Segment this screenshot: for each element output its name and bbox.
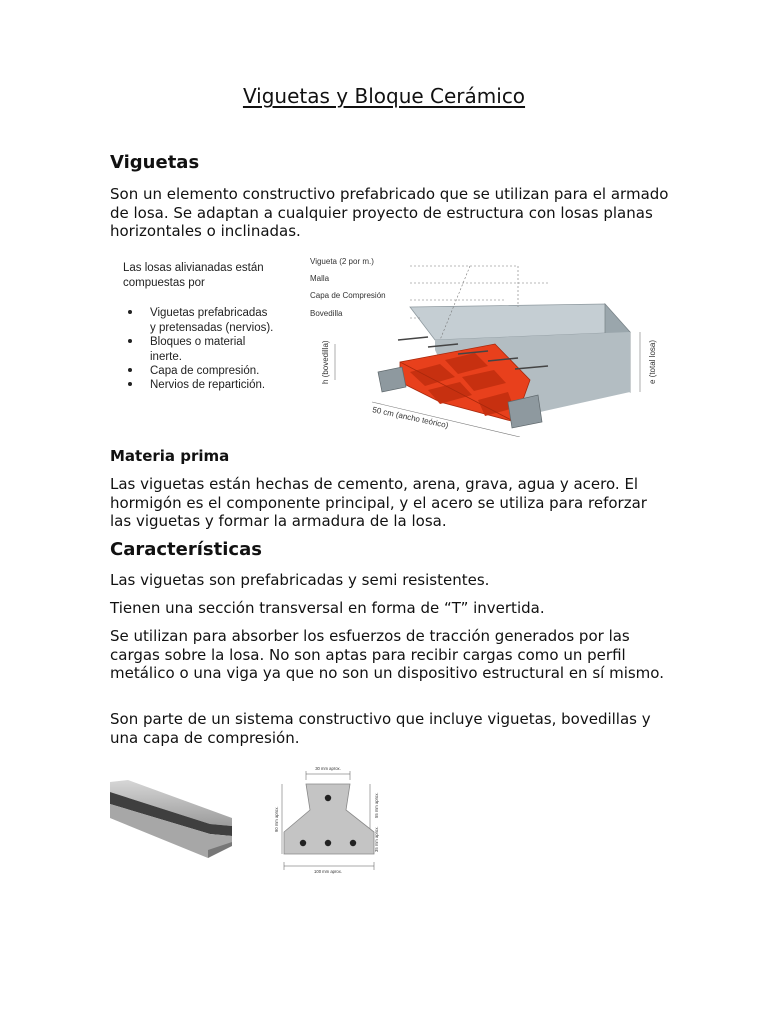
bullet-2-line-1: Bloques o material xyxy=(150,336,246,348)
bullet-2-line-2: inerte. xyxy=(150,351,182,363)
label-bovedilla: Bovedilla xyxy=(310,309,343,318)
paragraph-caracteristicas-3: Se utilizan para absorber los esfuerzos de tracción generados por las cargas sobre la losa. No son aptas para recibir cargas como un perfil metálico o una viga ya que no son un dispositivo estructural en sí mismo. xyxy=(110,627,664,682)
intro-line-1: Las losas alivianadas están xyxy=(123,262,264,274)
dim-right-top: 55 mm aprox. xyxy=(374,792,379,818)
bullet-4-line-1: Nervios de repartición. xyxy=(150,379,266,391)
section-heading-materia: Materia prima xyxy=(110,447,230,465)
joist-photo xyxy=(110,778,235,858)
paragraph-caracteristicas-1: Las viguetas son prefabricadas y semi resistentes. xyxy=(110,571,490,589)
label-ancho: 50 cm (ancho teórico) xyxy=(371,405,450,431)
dim-left: 90 mm aprox. xyxy=(274,806,279,832)
label-malla: Malla xyxy=(310,274,330,283)
paragraph-materia: Las viguetas están hechas de cemento, arena, grava, agua y acero. El hormigón es el componente principal, y el acero se utiliza para reforzar las viguetas y formar la armadura de la losa. xyxy=(110,475,647,530)
dim-right-bottom: 35 mm aprox. xyxy=(374,826,379,852)
slab-composition-figure xyxy=(110,252,670,437)
label-vigueta: Vigueta (2 por m.) xyxy=(310,257,374,266)
label-capa: Capa de Compresión xyxy=(310,291,386,300)
bullet-1-line-1: Viguetas prefabricadas xyxy=(150,307,268,319)
section-heading-caracteristicas: Características xyxy=(110,539,262,560)
dim-top: 30 mm aprox. xyxy=(315,766,341,771)
slab-components-list xyxy=(128,307,273,391)
page-title: Viguetas y Bloque Cerámico xyxy=(242,84,526,108)
slab-intro-text xyxy=(123,262,264,289)
intro-line-2: compuestas por xyxy=(123,277,205,289)
bullet-3-line-1: Capa de compresión. xyxy=(150,365,260,377)
dim-bottom: 100 mm aprox. xyxy=(314,869,342,874)
joist-cross-section xyxy=(272,762,384,874)
paragraph-caracteristicas-2: Tienen una sección transversal en forma de “T” invertida. xyxy=(110,599,545,617)
label-h-bovedilla: h (bovedilla) xyxy=(321,340,330,384)
paragraph-viguetas: Son un elemento constructivo prefabricado que se utilizan para el armado de losa. Se adaptan a cualquier proyecto de estructura con losas planas horizontales o inclinadas. xyxy=(110,185,669,240)
paragraph-caracteristicas-4: Son parte de un sistema constructivo que incluye viguetas, bovedillas y una capa de compresión. xyxy=(110,710,651,747)
label-e-total: e (total losa) xyxy=(648,339,657,384)
section-heading-viguetas: Viguetas xyxy=(110,152,200,173)
bullet-1-line-2: y pretensadas (nervios). xyxy=(150,322,274,334)
